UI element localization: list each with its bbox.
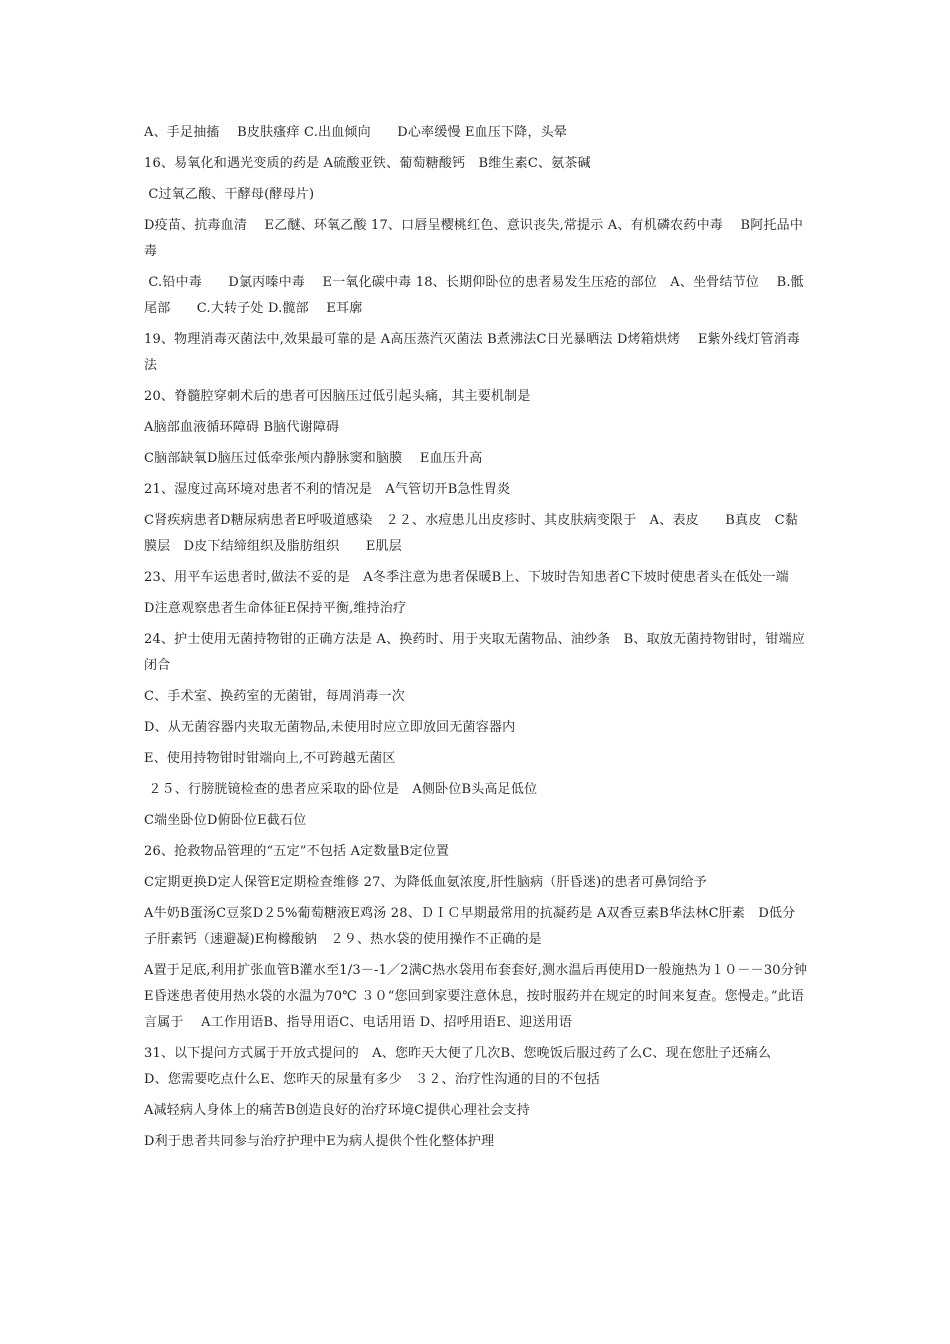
paragraph: A牛奶B蛋汤C豆浆D２5%葡萄糖液E鸡汤 28、ＤＩＣ早期最常用的抗凝药是 A双香豆素B华法林C肝素 D低分子肝素钙（速避凝)E枸橼酸钠 ２９、热水袋的使用操作不正确的是 xyxy=(144,906,796,947)
paragraph: 16、易氧化和遇光变质的药是 A硫酸亚铁、葡萄糖酸钙 B维生素C、氨茶碱 xyxy=(144,156,591,171)
paragraph: C、手术室、换药室的无菌钳，每周消毒一次 xyxy=(144,689,405,704)
paragraph: 24、护士使用无菌持物钳的正确方法是 A、换药时、用于夹取无菌物品、油纱条 B、取放无菌持物钳时，钳端应闭合 xyxy=(144,632,806,673)
paragraph: A置于足底,利用扩张血管B灌水至1/3－-1／2满C热水袋用布套套好,测水温后再使用D一般施热为１０－－30分钟 E昏迷患者使用热水袋的水温为70℃ ３０“您回到家要注意休息，按时服药并在规定的时间来复查。您慢走。”此语言属于 A工作用语B、指导用语C、电话用语 D、招呼用语E、迎送用语 xyxy=(144,963,821,1030)
paragraph: D利于患者共同参与治疗护理中E为病人提供个性化整体护理 xyxy=(144,1134,495,1149)
paragraph: 21、湿度过高环境对患者不利的情况是 A气管切开B急性胃炎 xyxy=(144,482,511,497)
paragraph: 26、抢救物品管理的“五定”不包括 A定数量B定位置 xyxy=(144,844,450,859)
paragraph: A减轻病人身体上的痛苦B创造良好的治疗环境C提供心理社会支持 xyxy=(144,1103,530,1118)
paragraph: C定期更换D定人保管E定期检查维修 27、为降低血氨浓度,肝性脑病（肝昏迷)的患者可鼻饲给予 xyxy=(144,875,707,890)
paragraph: A脑部血液循环障碍 B脑代谢障碍 xyxy=(144,420,340,435)
paragraph: D疫苗、抗毒血清 E乙醚、环氧乙酸 17、口唇呈樱桃红色、意识丧失,常提示 A、有机磷农药中毒 B阿托品中毒 xyxy=(144,218,804,259)
paragraph: 20、脊髓腔穿刺术后的患者可因脑压过低引起头痛，其主要机制是 xyxy=(144,389,531,404)
paragraph: 23、用平车运患者时,做法不妥的是 A冬季注意为患者保暖B上、下坡时告知患者C下坡时使患者头在低处一端 xyxy=(144,570,789,585)
paragraph: C过氧乙酸、干酵母(酵母片) xyxy=(144,187,315,202)
paragraph: C.铅中毒 D氯丙嗪中毒 E一氧化碳中毒 18、长期仰卧位的患者易发生压疮的部位 A、坐骨结节位 B.骶尾部 C.大转子处 D.髋部 E耳廓 xyxy=(144,275,804,316)
paragraph: C肾疾病患者D糖尿病患者E呼吸道感染 ２２、水痘患儿出皮疹时、其皮肤病变限于 A、表皮 B真皮 C黏膜层 D皮下结缔组织及脂肪组织 E肌层 xyxy=(144,513,798,554)
paragraph: 31、以下提问方式属于开放式提问的 A、您昨天大便了几次B、您晚饭后服过药了么C、现在您肚子还痛么 D、您需要吃点什么E、您昨天的尿量有多少 ３２、治疗性沟通的目的不包括 xyxy=(144,1046,785,1087)
paragraph: A、手足抽搐 B皮肤瘙痒 C.出血倾向 D心率缓慢 E血压下降，头晕 xyxy=(144,125,568,140)
document-page xyxy=(144,120,821,1160)
paragraph: D、从无菌容器内夹取无菌物品,未使用时应立即放回无菌容器内 xyxy=(144,720,516,735)
paragraph: C端坐卧位D俯卧位E截石位 xyxy=(144,813,307,828)
paragraph: D注意观察患者生命体征E保持平衡,维持治疗 xyxy=(144,601,407,616)
paragraph: ２５、行膀胱镜检查的患者应采取的卧位是 A侧卧位B头高足低位 xyxy=(144,782,538,797)
paragraph: C脑部缺氧D脑压过低牵张颅内静脉窦和脑膜 E血压升高 xyxy=(144,451,483,466)
paragraph: E、使用持物钳时钳端向上,不可跨越无菌区 xyxy=(144,751,396,766)
paragraph: 19、物理消毒灭菌法中,效果最可靠的是 A高压蒸汽灭菌法 B煮沸法C日光暴晒法 D烤箱烘烤 E紫外线灯管消毒法 xyxy=(144,332,801,373)
